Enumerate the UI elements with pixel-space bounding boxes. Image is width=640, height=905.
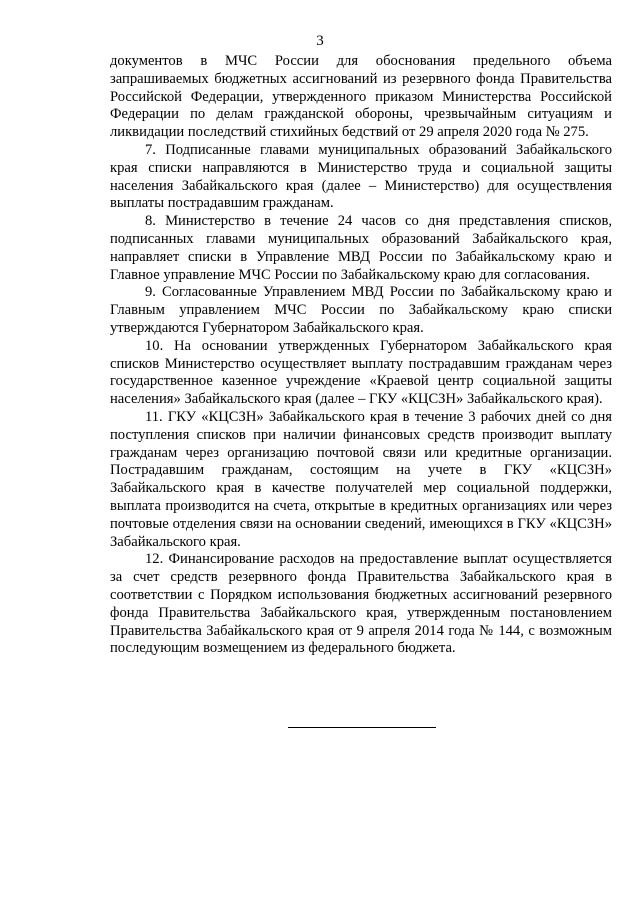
end-of-document-rule: [288, 727, 436, 728]
paragraph-continuation: документов в МЧС России для обоснования предельного объема запрашиваемых бюджетных ассигнований из резервного фонда Правительства Российской Федерации, утвержденного приказом Министерства Российской Федерации по делам гражданской обороны, чрезвычайным ситуациям и ликвидации последствий стихийных бедствий от 29 апреля 2020 года № 275.: [110, 53, 612, 141]
paragraph-11: 11. ГКУ «КЦСЗН» Забайкальского края в течение 3 рабочих дней со дня поступления списков при наличии финансовых средств производит выплату гражданам через организацию почтовой связи или кредитные организации. Пострадавшим гражданам, состоящим на учете в ГКУ «КЦСЗН» Забайкальского края в качестве получателей мер социальной поддержки, выплата производится на счета, открытые в кредитных организациях или через почтовые отделения связи на основании сведений, имеющихся в ГКУ «КЦСЗН» Забайкальского края.: [110, 408, 612, 550]
paragraph-12: 12. Финансирование расходов на предоставление выплат осуществляется за счет средств резервного фонда Правительства Забайкальского края в соответствии с Порядком использования бюджетных ассигнований резервного фонда Правительства Забайкальского края, утвержденным постановлением Правительства Забайкальского края от 9 апреля 2014 года № 144, с возможным последующим возмещением из федерального бюджета.: [110, 551, 612, 657]
paragraph-9: 9. Согласованные Управлением МВД России по Забайкальскому краю и Главным управлением МЧС России по Забайкальскому краю списки утверждаются Губернатором Забайкальского края.: [110, 284, 612, 336]
paragraph-10: 10. На основании утвержденных Губернатором Забайкальского края списков Министерство осуществляет выплату пострадавшим гражданам через государственное казенное учреждение «Краевой центр социальной защиты населения» Забайкальского края (далее – ГКУ «КЦСЗН» Забайкальского края).: [110, 337, 612, 408]
page-number: 3: [316, 33, 324, 49]
document-body: [110, 53, 612, 658]
paragraph-7: 7. Подписанные главами муниципальных образований Забайкальского края списки направляются в Министерство труда и социальной защиты населения Забайкальского края (далее – Министерство) для осуществления выплаты пострадавшим гражданам.: [110, 141, 612, 212]
paragraph-8: 8. Министерство в течение 24 часов со дня представления списков, подписанных главами муниципальных образований Забайкальского края, направляет списки в Управление МВД России по Забайкальскому краю и Главное управление МЧС России по Забайкальскому краю для согласования.: [110, 213, 612, 283]
